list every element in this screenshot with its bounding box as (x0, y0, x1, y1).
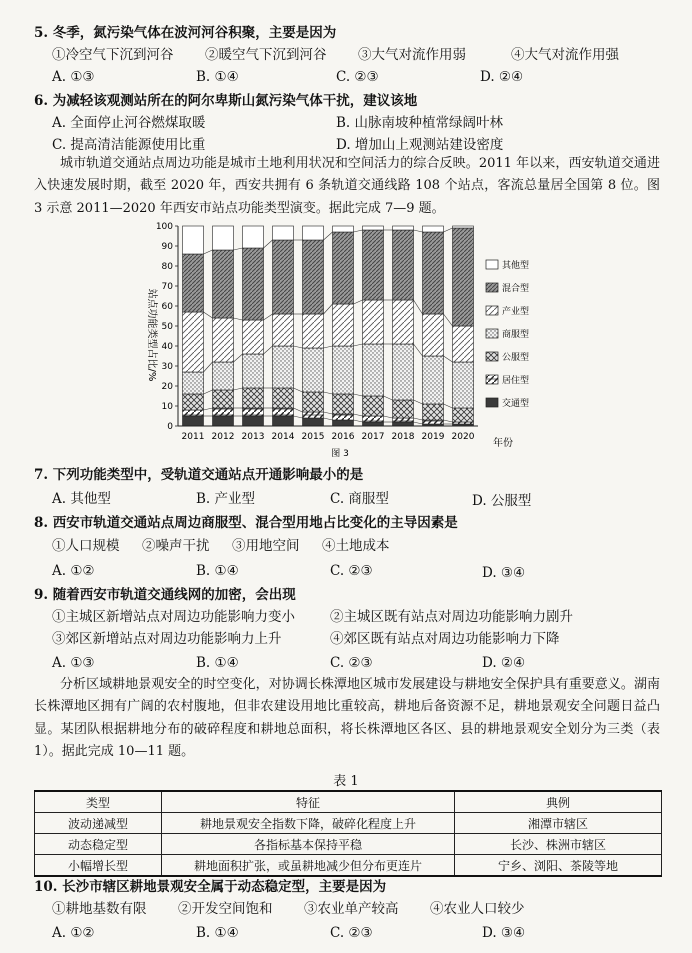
legend-label: 交通型 (502, 399, 530, 409)
bar-segment (393, 418, 414, 422)
table-row (35, 813, 662, 834)
table1-header-feature: 特征 (162, 791, 455, 813)
bar-segment (423, 404, 444, 420)
q5-item-2: ②暖空气下沉到河谷 (205, 47, 327, 63)
bar-segment (333, 420, 354, 426)
passage-7-9: 城市轨道交通站点周边功能是城市土地利用状况和空间活力的综合反映。2011 年以来，西安轨道交通进入快速发展时期，截至 2020 年，西安共拥有 6 条轨道交通线路 108 个站点，客流总量居全国第 8 位。图 3 示意 2011—2020 年西安市站点功能类型演变。据此完成 7—9 题。 (34, 156, 660, 216)
q8-option-b: B. ①④ (196, 563, 239, 579)
bar-segment (183, 372, 204, 394)
series-connector (294, 416, 303, 418)
q5-option-a: A. ①③ (52, 69, 95, 85)
bar-segment (363, 226, 384, 230)
bar-segment (303, 226, 324, 240)
series-connector (444, 404, 453, 408)
q8-stem: 8. 西安市轨道交通站点周边商服型、混合型用地占比变化的主导因素是 (34, 515, 458, 531)
q5-option-b: B. ①④ (196, 69, 239, 85)
bar-segment (273, 346, 294, 388)
bar-segment (183, 416, 204, 426)
q9-option-a: A. ①③ (52, 655, 95, 671)
bar-segment (273, 408, 294, 416)
bar-segment (243, 408, 264, 416)
x-tick-label: 2014 (271, 432, 295, 442)
x-tick-label: 2011 (181, 432, 205, 442)
q6-option-c: C. 提高清洁能源使用比重 (52, 137, 206, 153)
bar-segment (363, 416, 384, 422)
chart-x-axis-label: 年份 (493, 438, 513, 449)
bar-segment (333, 394, 354, 414)
bar-segment (333, 232, 354, 304)
bar-segment (393, 344, 414, 400)
bar-segment (303, 412, 324, 418)
q8-option-c: C. ②③ (330, 563, 373, 579)
table1-cell: 湘潭市辖区 (455, 813, 662, 834)
series-connector (384, 396, 393, 400)
x-tick-label: 2019 (421, 432, 445, 442)
series-connector (414, 230, 423, 232)
series-connector (414, 418, 423, 420)
x-tick-label: 2018 (391, 432, 415, 442)
q6-option-b: B. 山脉南坡种植常绿阔叶林 (336, 115, 504, 131)
table1-header-example: 典例 (455, 791, 662, 813)
bar-segment (273, 416, 294, 426)
series-connector (324, 392, 333, 394)
bar-segment (183, 394, 204, 410)
q9-option-b: B. ①④ (196, 655, 239, 671)
x-tick-label: 2017 (361, 432, 385, 442)
q8-option-a: A. ①② (52, 563, 95, 579)
bar-segment (213, 250, 234, 318)
q9-option-d: D. ②④ (482, 655, 526, 671)
series-connector (444, 228, 453, 232)
legend-label: 商服型 (502, 330, 530, 340)
q5-item-4: ④大气对流作用强 (511, 47, 619, 63)
series-connector (444, 314, 453, 326)
q8-item-1: ①人口规模 (52, 538, 120, 554)
bar-segment (273, 388, 294, 408)
q8-option-d: D. ③④ (482, 565, 526, 581)
bar-segment (333, 304, 354, 346)
q6-option-a: A. 全面停止河谷燃煤取暖 (52, 115, 206, 131)
bar-segment (243, 388, 264, 408)
series-connector (324, 346, 333, 348)
series-connector (414, 300, 423, 314)
series-connector (204, 312, 213, 318)
bar-segment (243, 354, 264, 388)
q8-item-4: ④土地成本 (322, 538, 390, 554)
chart-y-axis-label: 站点功能类型占比/% (146, 288, 157, 382)
bar-segment (243, 248, 264, 320)
bar-segment (423, 420, 444, 424)
series-connector (444, 356, 453, 362)
y-tick-label: 20 (161, 382, 173, 392)
q9-item-3: ③郊区新增站点对周边功能影响力上升 (52, 631, 282, 647)
bar-segment (243, 226, 264, 248)
bar-segment (273, 240, 294, 314)
q5-option-c: C. ②③ (336, 69, 379, 85)
legend-swatch (486, 398, 498, 407)
q10-stem: 10. 长沙市辖区耕地景观安全属于动态稳定型，主要是因为 (34, 879, 387, 895)
y-tick-label: 100 (155, 222, 173, 232)
table-row (35, 834, 662, 855)
q5-option-d: D. ②④ (480, 69, 524, 85)
series-connector (324, 304, 333, 314)
bar-segment (393, 226, 414, 230)
series-connector (354, 420, 363, 422)
bar-segment (213, 226, 234, 250)
legend-label: 混合型 (502, 284, 530, 294)
bar-segment (453, 408, 474, 422)
bar-segment (363, 230, 384, 300)
y-tick-label: 30 (161, 362, 173, 372)
q7-stem: 7. 下列功能类型中，受轨道交通站点开通影响最小的是 (34, 467, 364, 483)
table-row (35, 855, 662, 877)
y-tick-label: 40 (161, 342, 173, 352)
bar-segment (393, 230, 414, 300)
bar-segment (213, 416, 234, 426)
series-connector (354, 230, 363, 232)
x-tick-label: 2012 (211, 432, 235, 442)
series-connector (354, 414, 363, 416)
q10-option-d: D. ③④ (482, 925, 526, 941)
series-connector (414, 400, 423, 404)
bar-segment (273, 226, 294, 240)
q10-item-2: ②开发空间饱和 (178, 901, 273, 917)
table1-cell: 耕地面积扩张，或虽耕地减少但分布更连片 (162, 855, 455, 877)
bar-segment (333, 346, 354, 394)
bar-segment (243, 416, 264, 426)
legend-swatch (486, 329, 498, 338)
bar-segment (453, 326, 474, 362)
q8-item-3: ③用地空间 (232, 538, 300, 554)
legend-swatch (486, 352, 498, 361)
bar-segment (183, 410, 204, 416)
bar-segment (183, 312, 204, 372)
series-connector (444, 420, 453, 422)
y-tick-label: 50 (161, 322, 173, 332)
q10-item-4: ④农业人口较少 (430, 901, 525, 917)
y-tick-label: 60 (161, 302, 173, 312)
series-connector (234, 318, 243, 320)
legend-label: 公服型 (502, 353, 530, 363)
y-tick-label: 10 (161, 402, 173, 412)
q7-option-d: D. 公服型 (472, 493, 532, 509)
chart-legend (486, 259, 529, 409)
table1-cell: 动态稳定型 (35, 834, 162, 855)
bar-segment (303, 418, 324, 426)
series-connector (384, 416, 393, 418)
bar-segment (183, 226, 204, 254)
q10-option-b: B. ①④ (196, 925, 239, 941)
table1-header-row (35, 791, 662, 813)
bar-segment (363, 300, 384, 344)
series-connector (294, 408, 303, 412)
bar-segment (423, 314, 444, 356)
series-connector (234, 354, 243, 362)
series-connector (204, 250, 213, 254)
chart-caption: 图 3 (331, 449, 349, 459)
table1-cell: 各指标基本保持平稳 (162, 834, 455, 855)
bar-segment (303, 348, 324, 392)
series-connector (324, 418, 333, 420)
series-connector (414, 344, 423, 356)
q10-item-1: ①耕地基数有限 (52, 901, 147, 917)
series-connector (354, 300, 363, 304)
series-connector (204, 362, 213, 372)
series-connector (414, 422, 423, 424)
series-connector (294, 388, 303, 392)
bar-segment (303, 240, 324, 314)
bar-segment (213, 318, 234, 362)
bar-segment (423, 356, 444, 404)
y-tick-label: 90 (161, 242, 173, 252)
bar-segment (393, 422, 414, 426)
q9-item-1: ①主城区新增站点对周边功能影响力变小 (52, 609, 295, 625)
bar-segment (213, 362, 234, 390)
bar-segment (213, 390, 234, 408)
bar-segment (183, 254, 204, 312)
series-connector (294, 346, 303, 348)
bar-segment (273, 314, 294, 346)
y-tick-label: 80 (161, 262, 173, 272)
series-connector (354, 344, 363, 346)
legend-swatch (486, 306, 498, 315)
q9-item-2: ②主城区既有站点对周边功能影响力剧升 (330, 609, 573, 625)
table1-cell: 波动递减型 (35, 813, 162, 834)
table1-header-type: 类型 (35, 791, 162, 813)
bar-segment (393, 400, 414, 418)
table1 (34, 790, 662, 877)
q10-option-a: A. ①② (52, 925, 95, 941)
y-tick-label: 0 (167, 422, 173, 432)
table1-cell: 长沙、株洲市辖区 (455, 834, 662, 855)
bar-segment (333, 226, 354, 232)
bar-segment (423, 232, 444, 314)
q7-option-b: B. 产业型 (196, 491, 256, 507)
chart-bars (183, 226, 474, 426)
bar-segment (453, 362, 474, 408)
y-tick-label: 70 (161, 282, 173, 292)
table1-cell: 小幅增长型 (35, 855, 162, 877)
series-connector (324, 232, 333, 240)
legend-swatch (486, 260, 498, 269)
q6-option-d: D. 增加山上观测站建设密度 (336, 137, 504, 153)
bar-segment (213, 408, 234, 416)
station-function-chart (140, 220, 540, 460)
passage-10-11: 分析区域耕地景观安全的时空变化，对协调长株潭地区城市发展建设与耕地安全保护具有重要意义。湖南长株潭地区拥有广阔的农村腹地，但非农建设用地比重较高，耕地后备资源不足，耕地景观安全问题日益凸显。某团队根据耕地分布的破碎程度和耕地总面积，将长株潭地区各区、县的耕地景观安全划分为三类（表 1）。据此完成 10—11 题。 (34, 677, 660, 760)
bar-segment (363, 344, 384, 396)
q5-stem: 5. 冬季，氮污染气体在波河河谷积聚，主要是因为 (34, 25, 337, 41)
bar-segment (303, 314, 324, 348)
q5-item-1: ①冷空气下沉到河谷 (52, 47, 174, 63)
table1-cell: 耕地景观安全指数下降，破碎化程度上升 (162, 813, 455, 834)
q9-item-4: ④郊区既有站点对周边功能影响力下降 (330, 631, 560, 647)
series-connector (264, 346, 273, 354)
legend-label: 产业型 (502, 307, 530, 317)
x-tick-label: 2013 (241, 432, 265, 442)
q5-item-3: ③大气对流作用弱 (358, 47, 466, 63)
series-connector (234, 248, 243, 250)
series-connector (234, 388, 243, 390)
series-connector (324, 412, 333, 414)
table1-title: 表 1 (333, 774, 359, 789)
q10-item-3: ③农业单产较高 (304, 901, 399, 917)
series-connector (204, 408, 213, 410)
legend-label: 其他型 (502, 261, 530, 271)
bar-segment (333, 414, 354, 420)
legend-swatch (486, 375, 498, 384)
bar-segment (363, 396, 384, 416)
q8-item-2: ②噪声干扰 (142, 538, 210, 554)
q10-option-c: C. ②③ (330, 925, 373, 941)
x-tick-label: 2016 (331, 432, 355, 442)
series-connector (264, 314, 273, 320)
x-tick-label: 2015 (301, 432, 325, 442)
series-connector (354, 394, 363, 396)
x-tick-label: 2020 (451, 432, 475, 442)
bar-segment (303, 392, 324, 412)
q6-stem: 6. 为减轻该观测站所在的阿尔卑斯山氮污染气体干扰，建议该地 (34, 93, 418, 109)
q9-option-c: C. ②③ (330, 655, 373, 671)
q7-option-c: C. 商服型 (330, 491, 389, 507)
bar-segment (423, 226, 444, 232)
series-connector (264, 240, 273, 248)
q7-option-a: A. 其他型 (52, 491, 111, 507)
bar-segment (453, 226, 474, 228)
table1-cell: 宁乡、浏阳、茶陵等地 (455, 855, 662, 877)
legend-swatch (486, 283, 498, 292)
bar-segment (363, 422, 384, 426)
series-connector (204, 390, 213, 394)
bar-segment (243, 320, 264, 354)
legend-label: 居住型 (502, 376, 530, 386)
bar-segment (393, 300, 414, 344)
q9-stem: 9. 随着西安市轨道交通线网的加密，会出现 (34, 587, 296, 603)
bar-segment (453, 228, 474, 326)
